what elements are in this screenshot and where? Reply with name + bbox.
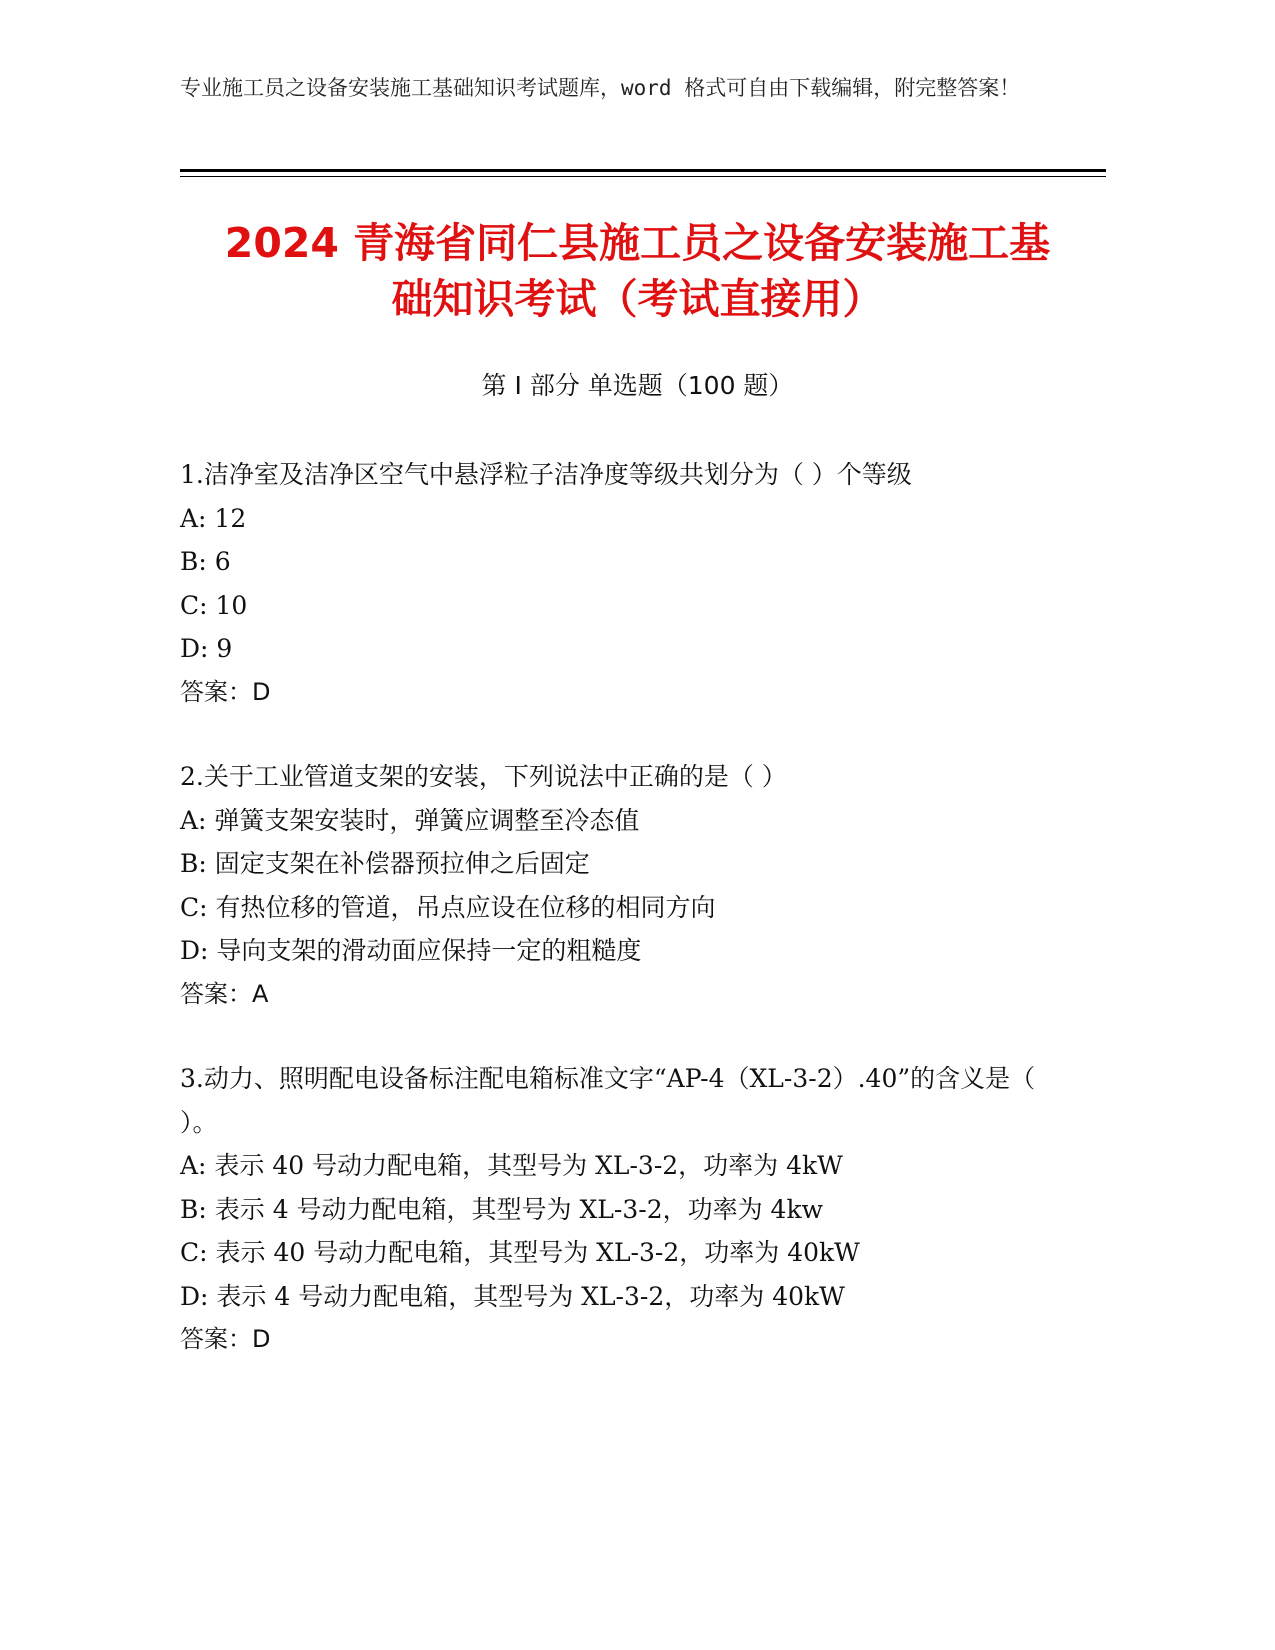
answer-line: 答案：D (180, 677, 271, 706)
question-3 (180, 1057, 1080, 1362)
header-note: 专业施工员之设备安装施工基础知识考试题库，word 格式可自由下载编辑，附完整答案！ (180, 76, 1021, 100)
question-2 (180, 755, 1080, 1016)
document-title-line-1: 2024 青海省同仁县施工员之设备安装施工基 (224, 219, 1051, 267)
answer-line: 答案：D (180, 1325, 271, 1353)
question-stem: 2.关于工业管道支架的安装，下列说法中正确的是（ ） (180, 762, 787, 791)
option-a: A: 表示 40 号动力配电箱，其型号为 XL-3-2，功率为 4kW (180, 1151, 843, 1180)
section-heading: 第 I 部分 单选题（100 题） (481, 371, 794, 400)
question-stem: 3.动力、照明配电设备标注配电箱标准文字“AP-4（XL-3-2）.40”的含义是（ ）。 (180, 1064, 1036, 1137)
option-d: D: 导向支架的滑动面应保持一定的粗糙度 (180, 936, 642, 965)
option-b: B: 固定支架在补偿器预拉伸之后固定 (180, 849, 590, 878)
question-1 (180, 453, 1080, 714)
option-b: B: 表示 4 号动力配电箱，其型号为 XL-3-2，功率为 4kw (180, 1194, 823, 1224)
question-list (180, 453, 1080, 1403)
answer-line: 答案：A (180, 979, 269, 1008)
option-a: A: 12 (180, 503, 247, 533)
option-c: C: 表示 40 号动力配电箱，其型号为 XL-3-2，功率为 40kW (180, 1238, 860, 1267)
option-d: D: 表示 4 号动力配电箱，其型号为 XL-3-2，功率为 40kW (180, 1281, 845, 1311)
question-stem: 1.洁净室及洁净区空气中悬浮粒子洁净度等级共划分为（ ）个等级 (180, 460, 912, 489)
option-a: A: 弹簧支架安装时，弹簧应调整至冷态值 (180, 805, 640, 835)
document-title-line-2: 础知识考试（考试直接用） (391, 275, 884, 323)
option-c: C: 有热位移的管道，吊点应设在位移的相同方向 (180, 892, 716, 922)
document-title (120, 215, 1155, 327)
option-d: D: 9 (180, 634, 233, 663)
option-b: B: 6 (180, 547, 231, 576)
header-rule-thin (180, 176, 1106, 177)
header-rule-thick (180, 169, 1106, 172)
option-c: C: 10 (180, 590, 248, 620)
